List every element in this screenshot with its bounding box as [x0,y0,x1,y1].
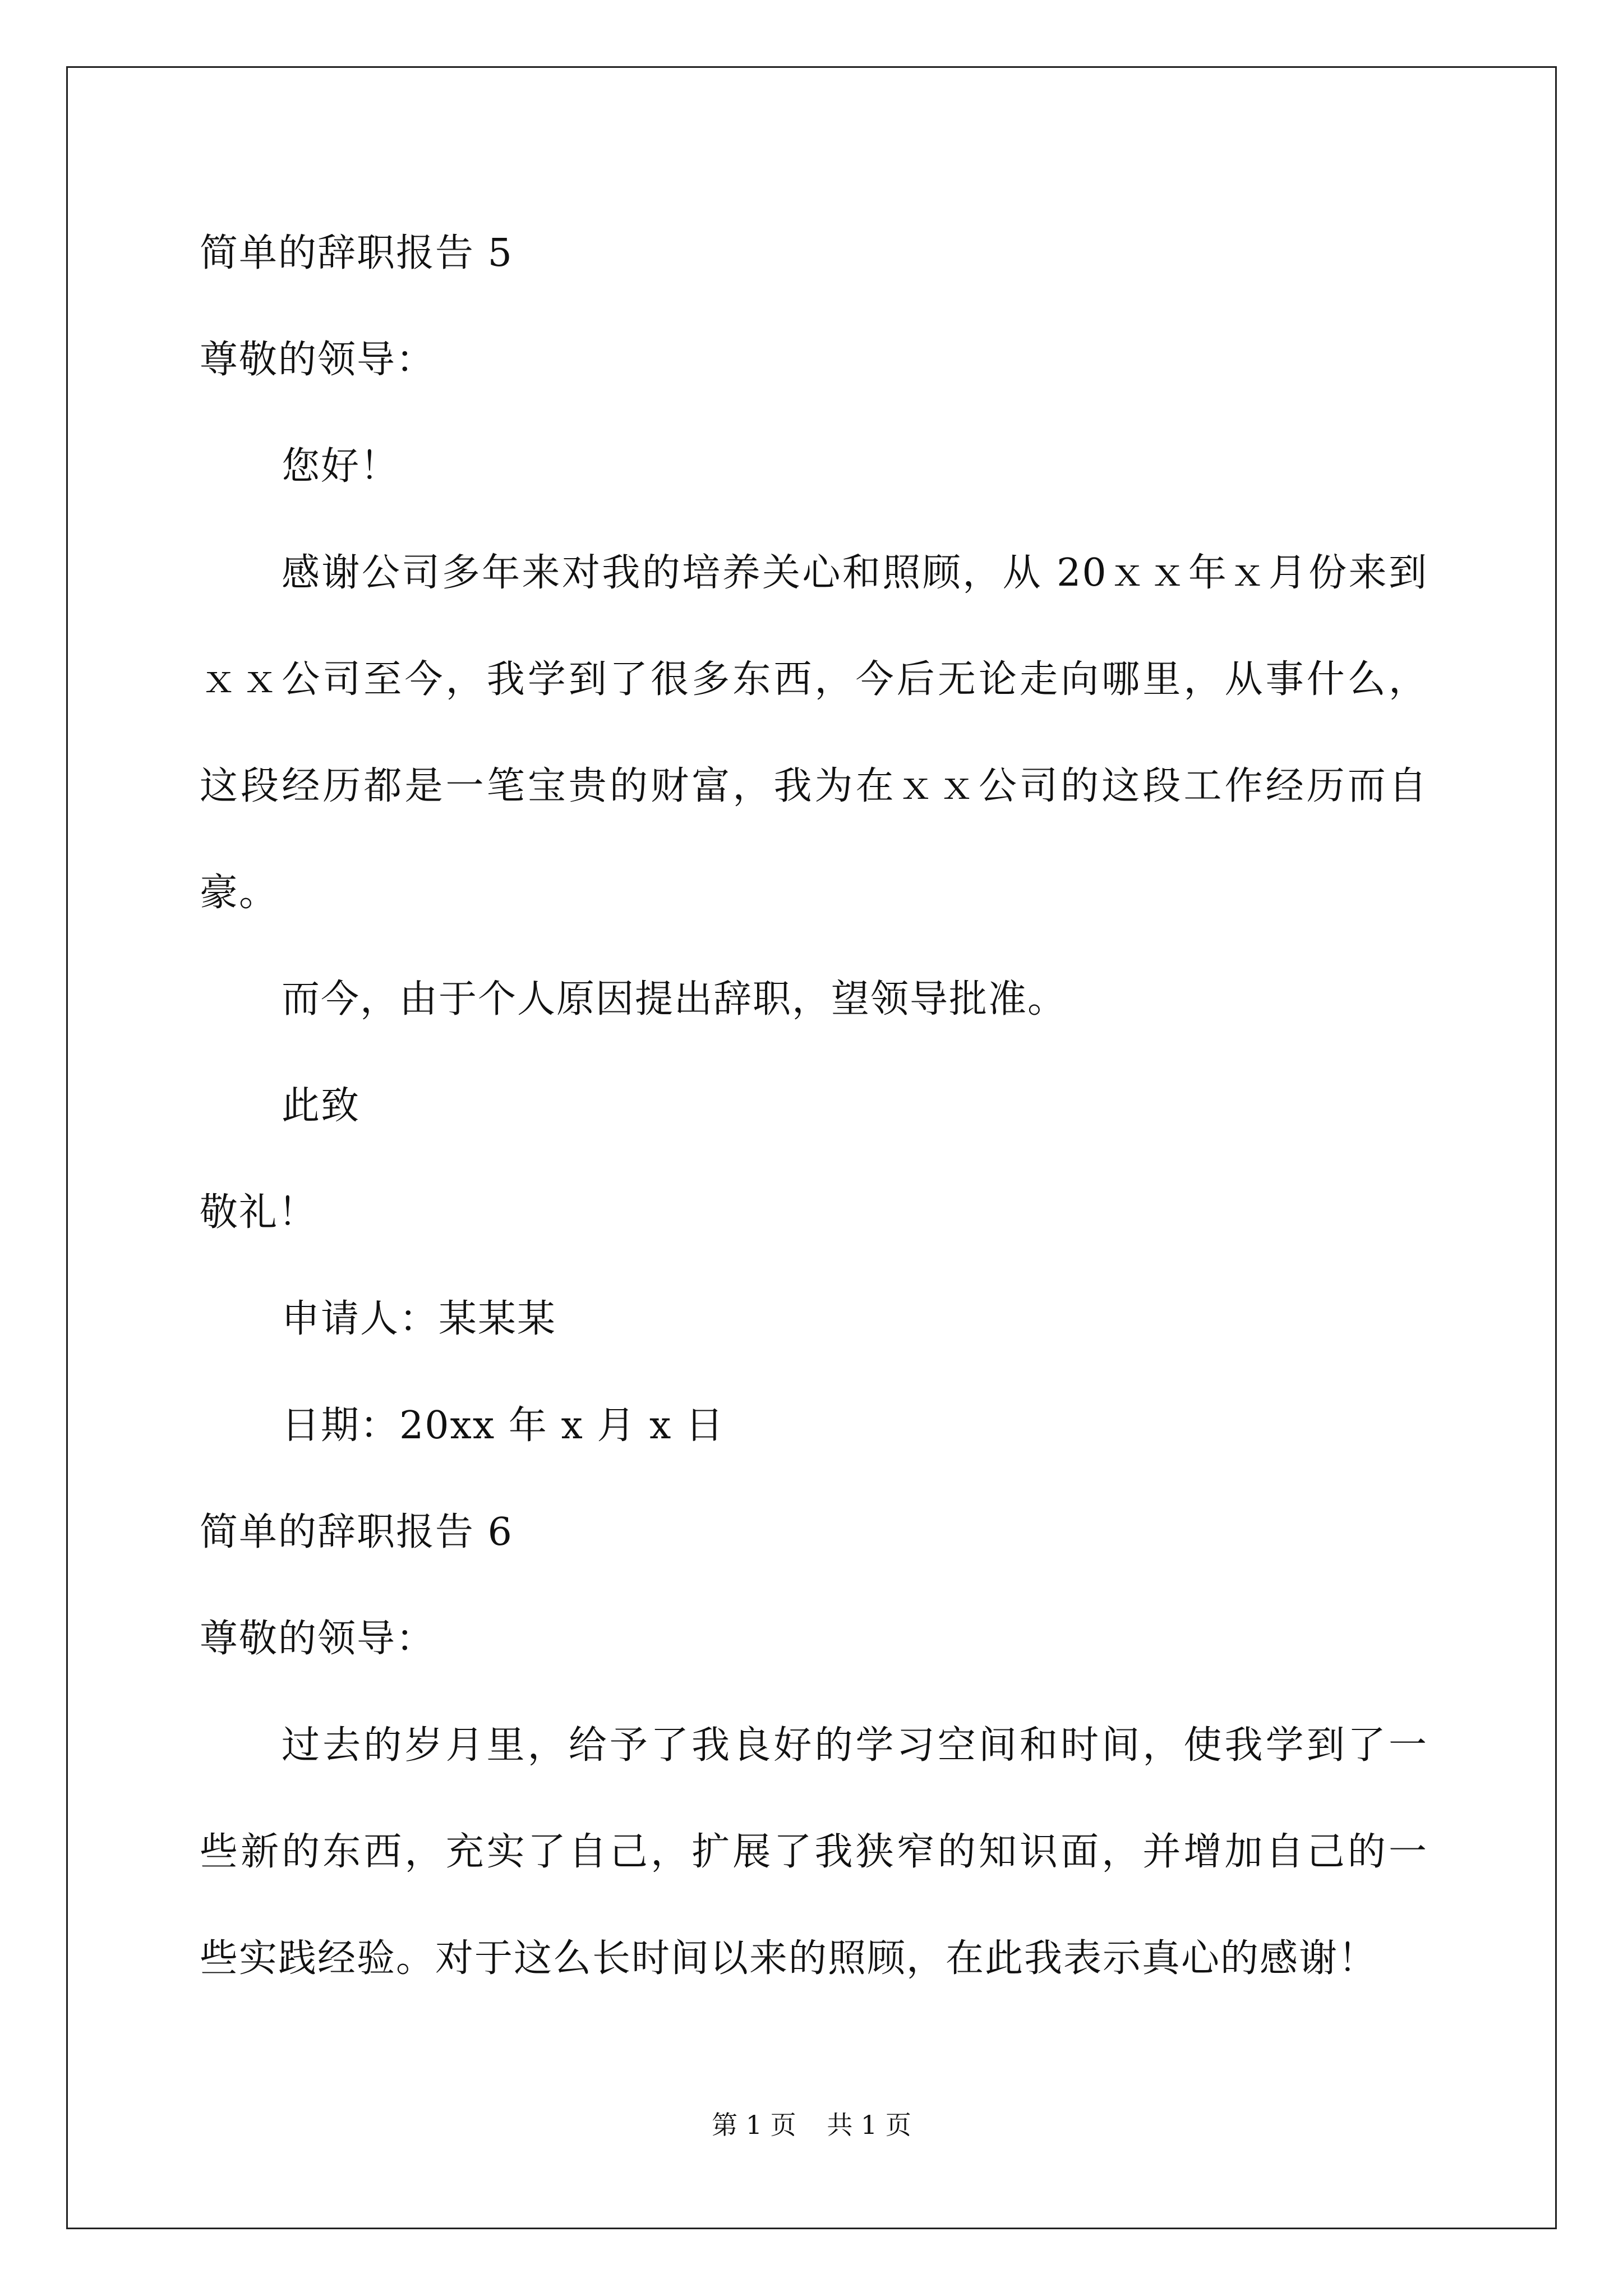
page-footer [0,2109,1623,2141]
page-number-total: 共 1 页 [827,2110,911,2140]
section-5-paragraph-1-line-2: ｘｘ公司至今，我学到了很多东西，今后无论走向哪里，从事什么， [200,657,1428,702]
page-number-current: 第 1 页 [712,2110,796,2140]
section-5-paragraph-2: 而今，由于个人原因提出辞职，望领导批准。 [282,977,1067,1022]
section-5-closing-1: 此致 [282,1084,361,1128]
section-5-date: 日期：20xx 年 x 月 x 日 [282,1404,725,1448]
section-6-title: 简单的辞职报告 6 [200,1510,513,1554]
page-frame [66,66,1557,2229]
section-5-greeting: 您好！ [282,444,400,489]
section-5-paragraph-1-line-4: 豪。 [200,871,279,915]
section-6-paragraph-1-line-3: 些实践经验。对于这么长时间以来的照顾，在此我表示真心的感谢！ [200,1936,1378,1981]
section-5-paragraph-1-line-1: 感谢公司多年来对我的培养关心和照顾，从 20ｘｘ年ｘ月份来到 [282,551,1428,595]
section-5-applicant: 申请人：某某某 [282,1297,557,1341]
section-5-closing-2: 敬礼！ [200,1190,318,1235]
section-5-title: 简单的辞职报告 5 [200,231,513,275]
section-6-paragraph-1-line-2: 些新的东西，充实了自己，扩展了我狭窄的知识面，并增加自己的一 [200,1830,1428,1874]
section-6-salutation: 尊敬的领导： [200,1617,436,1661]
section-6-paragraph-1-line-1: 过去的岁月里，给予了我良好的学习空间和时间，使我学到了一 [282,1723,1428,1768]
section-5-paragraph-1-line-3: 这段经历都是一笔宝贵的财富，我为在ｘｘ公司的这段工作经历而自 [200,764,1428,808]
section-5-salutation: 尊敬的领导： [200,338,436,382]
